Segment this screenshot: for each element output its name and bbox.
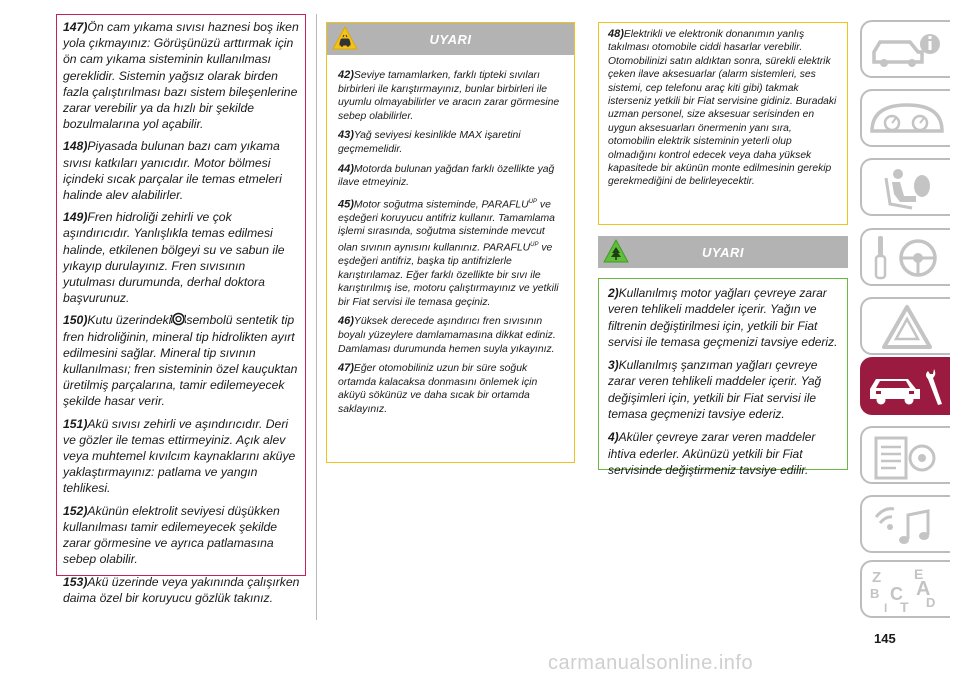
tab-multimedia[interactable] bbox=[860, 495, 950, 553]
warning-title: UYARI bbox=[429, 31, 472, 47]
alphabet-index-icon bbox=[862, 562, 952, 620]
index-letter: Z bbox=[872, 569, 882, 586]
tab-index[interactable] bbox=[860, 560, 950, 618]
note-152: 152)Akünün elektrolit seviyesi düşükken kullanılması tamir edilemeyecek şekilde zarar görmesine ve ayrıca patlamasına sebep olabilir. bbox=[63, 503, 280, 567]
warning-box-car bbox=[326, 22, 575, 463]
env-warning-3: 3)Kullanılmış şanzıman yağları çevreye zarar veren tehlikeli maddeler içerir. Yağ değişimleri için, yetkili bir Fiat servisi ile temasa geçmenizi tavsiye ederiz. bbox=[608, 358, 822, 422]
tab-vehicle-info[interactable] bbox=[860, 20, 950, 78]
index-letter: A bbox=[916, 578, 931, 600]
specifications-list-icon bbox=[862, 428, 952, 486]
note-147: 147)Ön cam yıkama sıvısı haznesi boş iken yola çıkmayınız: Görüşünüzü arttırmak için ön cam yıkama sisteminin kullanılması gereklidir. Sistemin yağsız olarak birden fazla çalıştırılması bazı sistem bileşenlerine zarar verebilir ya da hızlı bir şekilde bozulmalarına yol açabilir. bbox=[63, 20, 299, 132]
index-letter: E bbox=[914, 566, 924, 582]
warning-43: 43)Yağ seviyesi kesinlikle MAX işaretini geçmemelidir. bbox=[338, 129, 521, 155]
index-letter: B bbox=[870, 586, 880, 601]
index-letter: C bbox=[890, 584, 903, 604]
env-warning-2: 2)Kullanılmış motor yağları çevreye zarar veren tehlikeli maddeler içerir. Yağın ve filtrenin değiştirilmesi için, yetkili bir Fiat servisi ile temasa geçmenizi tavsiye ederiz. bbox=[608, 286, 838, 349]
tab-dashboard[interactable] bbox=[860, 89, 950, 147]
env-warning-4: 4)Aküler çevreye zarar veren maddeler ihtiva ederler. Akünüzü yetkili bir Fiat servisinde değiştirmeniz tavsiye edilir. bbox=[608, 430, 816, 477]
steering-key-icon bbox=[862, 230, 952, 288]
tab-emergency[interactable] bbox=[860, 297, 950, 355]
warning-48: 48)Elektrikli ve elektronik donanımın yanlış takılması otomobile ciddi hasarlar verebilir. Otomobilinizi satın aldıktan sonra, sürekli elektrik çeken ilave aksesuarlar (alarm sistemleri, ses sistemi, cep telefonu araç kiti gibi) takmak isterseniz yetkili bir Fiat servisine gidiniz. Buradaki uzman personel, size aksesuar serisinden en uygun aksesuarları önermenin yanı sıra, otomobilin elektrik sisteminin yeterli olup olmadığını kontrol edecek veya daha yüksek kapasitede bir akünün monte edilmesinin gerekip gerekmediğini de belirleyecektir. bbox=[608, 28, 837, 188]
dashboard-gauge-icon bbox=[862, 91, 952, 149]
warning-44: 44)Motorda bulunan yağdan farklı özellikte yağ ilave etmeyiniz. bbox=[338, 162, 555, 189]
environment-warning-title: UYARI bbox=[702, 244, 744, 260]
warning-header bbox=[327, 23, 574, 55]
car-info-icon bbox=[862, 22, 952, 80]
index-letter: I bbox=[884, 601, 888, 615]
safety-notes-box bbox=[56, 14, 306, 605]
tab-maintenance[interactable] bbox=[860, 357, 950, 415]
note-148: 148)Piyasada bulunan bazı cam yıkama sıvısı katkıları yanıcıdır. Motor bölmesi içindeki sıcak parçalar ile temas etmeleri halinde alev alabilirler. bbox=[63, 139, 282, 203]
environment-warning-header bbox=[598, 236, 848, 268]
warning-triangle-icon bbox=[862, 299, 952, 357]
warning-42: 42)Seviye tamamlarken, farklı tipteki sıvıları birbirleri ile karıştırmayınız, bunlar birbirleri ile uyumlu olmayabilirler ve aracın zarar görmesine sebep olabilirler. bbox=[338, 69, 560, 122]
warning-45: 45)Motor soğutma sisteminde, $PARAFLU^{UP}$ ve eşdeğeri koruyucu antifriz kullanır. Tamamlama işlemi sırasında, soğutma sisteminde mevcut olan sıvının aynısını kullanınız. $PARAFLU^{UP}$ ve eşdeğeri antifriz, başka tip antifrizlerle karıştırılamaz. Eğer farklı özellikte bir sıvı ile karıştırılmış ise, motoru çalıştırmayınız ve yetkili bir Fiat servisi ile temasa geçiniz. bbox=[338, 198, 559, 308]
tab-safety[interactable] bbox=[860, 158, 950, 216]
watermark: carmanualsonline.info bbox=[548, 652, 754, 674]
multimedia-music-icon bbox=[862, 497, 952, 555]
page-number: 145 bbox=[874, 631, 896, 646]
note-150: 150)Kutu üzerindeki sembolü sentetik tip fren hidroliğinin, mineral tip hidrolikten ayırt edilmesini sağlar. Mineral tip sıvının kullanılması; fren sisteminin özel kauçuktan üretilmiş parçalarına, tamir edilemeyecek şekilde hasar verir. bbox=[63, 313, 298, 409]
warning-46: 46)Yüksek derecede aşındırıcı fren sıvısının boyalı yüzeylere damlamamasına dikkat ediniz. Damlaması durumunda hemen suyla yıkayınız. bbox=[338, 315, 556, 355]
note-149: 149)Fren hidroliği zehirli ve çok aşındırıcıdır. Yanlışlıkla temas edilmesi halinde, etkilenen bölgeyi su ve sabun ile yıkayıp durulayınız. Fren sıvısının yutulması durumunda, derhal doktora başvurunuz. bbox=[63, 210, 285, 306]
index-letter: D bbox=[926, 595, 936, 610]
car-wrench-icon bbox=[862, 359, 952, 417]
warning-47: 47)Eğer otomobiliniz uzun bir süre soğuk ortamda kalacaksa donmasını önlemek için aküyü sökünüz ve daha sıcak bir ortamda saklayınız. bbox=[338, 362, 538, 415]
note-151: 151)Akü sıvısı zehirli ve aşındırıcıdır. Deri ve gözler ile temas ettirmeyiniz. Açık alev veya muhtemel kıvılcım kaynaklarını aküye yaklaştırmayınız: patlama ve yangın tehlikesi. bbox=[63, 416, 296, 496]
column-divider bbox=[316, 14, 317, 620]
index-letter: T bbox=[900, 599, 909, 615]
tab-starting-driving[interactable] bbox=[860, 228, 950, 286]
note-153: 153)Akü üzerinde veya yakınında çalışırken daima özel bir koruyucu gözlük takınız. bbox=[63, 574, 300, 605]
environment-warning-box bbox=[598, 278, 848, 477]
warning-continued-box bbox=[598, 22, 848, 225]
brake-fluid-symbol-icon bbox=[171, 312, 186, 326]
airbag-seat-icon bbox=[862, 160, 952, 218]
tab-specifications[interactable] bbox=[860, 426, 950, 484]
